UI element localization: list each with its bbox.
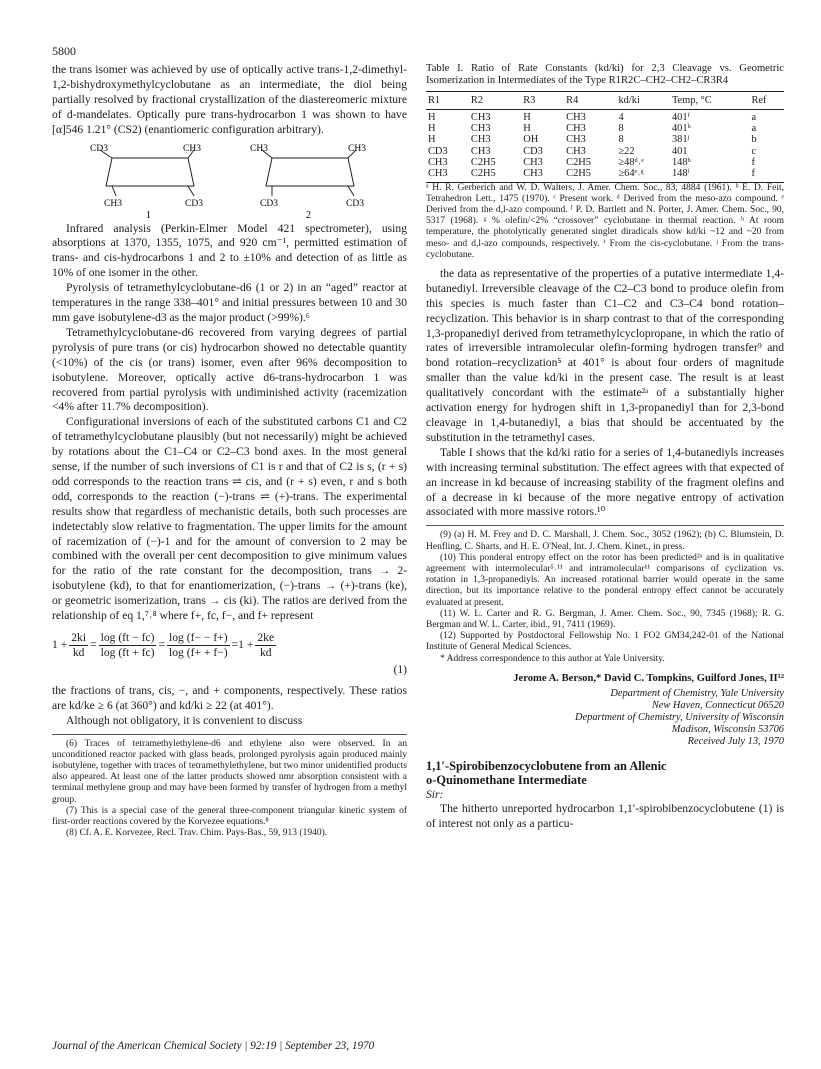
table-row [426,112,784,123]
table-cell: 401ᶠ [671,111,690,123]
eq-term: 1 + [238,638,254,652]
table-row [426,134,784,145]
table-cell: b [751,134,757,146]
page-number: 5800 [52,44,76,58]
eq-fraction: $\frac{\log (f- - f+)}{\log (f+ + f-)}$ [169,631,228,659]
table-cell: f [751,156,755,168]
table-cell: 381ʲ [671,134,690,146]
table-cell: c [751,145,757,157]
table-cell: a [751,123,757,135]
table-cell: H [428,111,436,123]
table-cell: H [428,123,436,135]
article-title: 1,1′-Spirobibenzocyclobutene from an Allenic o-Quinomethane Intermediate [426,758,667,788]
eq-sign: = [231,638,239,652]
footnote: * Address correspondence to this author at Yale University. [440,653,665,664]
table-cell: CH3 [523,156,543,168]
table-cell: CH3 [470,123,491,135]
table-cell: CH3 [566,134,586,146]
footnote: (7) This is a special case of the general three-component triangular kinetic system of first-order reactions covered by the Korvezee equations.⁸ [52,805,407,828]
table-header-row [426,94,784,109]
table-header: Temp, °C [671,94,712,106]
table-cell: 148ʰ [671,156,691,168]
table-cell: C2H5 [566,156,591,168]
eq-fraction: $\frac{2ke}{kd}$ [257,631,275,659]
struct2-br: CD3 [345,198,364,209]
footnote: (9) (a) H. M. Frey and D. C. Marshall, J. Chem. Soc., 3052 (1962); (b) C. Blumstein, D. Henfling, C. Sharts, and H. E. O'Neal, Int. J. Chem. Kinet., in press. [426,530,784,552]
table-cell: CD3 [428,145,448,157]
received-date: Received July 13, 1970 [687,736,784,748]
footnote: (12) Supported by Postdoctoral Fellowship No. 1 FO2 GM34,242-01 of the National Institute of General Medical Sciences. [426,631,784,653]
struct1-tl: CD3 [89,143,108,154]
struct2-label: 2 [305,209,311,221]
paragraph: Pyrolysis of tetramethylcyclobutane-d6 (1 or 2) in an “aged” reactor at temperatures in the range 338–401° and initial pressures between 10 and 30 mm gave isobutylene-d3 as the major product (>99%).⁶ [52,281,407,324]
table-cell: 4 [618,111,624,123]
right-column [426,63,784,832]
table-cell: H [523,123,531,135]
footnote-divider [52,734,407,735]
struct1-bl: CH3 [103,198,122,209]
paragraph: the trans isomer was achieved by use of optically active trans-1,2-dimethyl-1,2-bishydroxymethylcyclobutane as an intermediate, the diol being partially resolved by fractional crystallization of the diastereomeric mixture of d-mandelates. Optically pure trans-hydrocarbon 1 was shown to have [α]546 1.21° (CS2) (enantiomeric configuration arbitrary). [52,63,407,136]
table-cell: ≥64ᵉ˒ᵍ [618,168,644,180]
table-cell: 8 [618,134,624,146]
eq-sign: = [158,638,166,652]
paragraph: Configurational inversions of each of the substituted carbons C1 and C2 of tetramethylcyclobutane plausibly (but not necessarily) might be achieved by rotations about the C1–C4 or C2–C3 bond axes. In the most general sense, if the number of such inversions of C1 is r and that of C2 is s, (r + s) odd corresponds to the reaction trans ⇌ cis, and (r + s) even, r and s both odd, corresponds to the reaction (−)-trans ⇌ (+)-trans. The experimental results show that regardless of mechanistic details, both such processes are indetectably slow relative to fragmentation. The upper limits for the amount of racemization of (−)-1 and for the amount of conversion to 2 may be combined with the overall per cent decomposition to give minimum values for the ratio of the rate constant for the decomposition, trans → 2-isobutylene (kd), to that for enantiomerization, (−)-trans → (+)-trans (ke), or geometric isomerization, trans → cis (ki). The ratios are derived from the relationship of eq 1,⁷˒⁸ where f+, fc, f−, and f+ represent [52,415,407,623]
struct2-tr: CH3 [347,143,366,154]
struct1-br: CD3 [184,198,203,209]
journal-footer: Journal of the American Chemical Society | 92:19 | September 23, 1970 [52,1040,375,1052]
table-cell: 401 [671,145,688,157]
footnote: (10) This ponderal entropy effect on the rotor has been predicted²ᵃ and is in qualitative agreement with intermolecular⁵˒¹¹ and intramolecular¹¹ comparisons of cyclization vs. rotation in 1,3-propanediyls. An increased rotational barrier would operate in the same direction, but its importance relative to the ponderal entropy effect cannot be accurately evaluated at present. [426,552,784,608]
eq-sign: = [90,638,97,652]
table-cell: ≥22 [618,145,635,157]
table-cell: CH3 [470,145,491,157]
structure-1 [89,143,210,221]
affiliation: Department of Chemistry, University of Wisconsin [575,712,784,724]
struct2-bl: CD3 [259,198,278,209]
table-cell: a [751,111,757,123]
affiliation: New Haven, Connecticut 06520 [651,699,784,711]
table-cell: CH3 [470,111,491,123]
table-cell: CH3 [523,168,543,180]
table-cell: CH3 [470,134,491,146]
paragraph: Tetramethylcyclobutane-d6 recovered from varying degrees of partial pyrolysis of pure trans (or cis) hydrocarbon showed no detectable quantity (<10%) of the cis (or trans) isomer, even after 96% decomposition to isobutylene. Moreover, optically active d6-trans-hydrocarbon 1 was recovered from partial pyrolysis with undiminished activity (racemization <4% after 11.7% decomposition). [52,325,407,414]
eq-fraction: $\frac{2ki}{kd}$ [71,631,87,659]
table-header: R4 [566,94,579,106]
table-cell: CH3 [428,168,448,180]
table-cell: C2H5 [470,168,496,180]
table-row [426,123,784,134]
paragraph: the data as representative of the properties of a putative intermediate 1,4-butanediyl. Irreversible cleavage of the C2–C3 bond to produce olefin from this species is much faster than C1–C2 and C3–C4 bond rotation–recyclization. This behavior is in sharp contrast to that of the corresponding 1,3-propanediyl derived from tetramethylcyclopropane, in which the ratio of rates of irreversible intramolecular olefin-forming hydrogen transfer⁹ and bond rotation–recyclization⁵ at 401° is about four orders of magnitude smaller than the value kd/ki in the present case. The result is at least qualitatively concordant with the estimate²ᵃ of a substantially higher activation energy for hydrogen shift in 1,3-propanediyl than for 2,3-bond cleavage in 1,4-butanediyl, a bias that should be accentuated by the substitution in the tetramethyl cases. [426,266,784,444]
struct2-tl: CH3 [249,143,268,154]
table-cell: ≥48ᵈ˒ᵉ [618,156,644,168]
table-row [426,168,784,179]
struct1-label: 1 [145,209,151,221]
data-table [426,91,784,180]
affiliation: Madison, Wisconsin 53706 [671,724,784,736]
footnote: (11) W. L. Carter and R. G. Bergman, J. Amer. Chem. Soc., 90, 7345 (1968); R. G. Bergman and W. L. Carter, ibid., 91, 7411 (1969). [426,608,784,630]
table-cell: C2H5 [566,168,591,180]
table-cell: H [428,134,436,146]
table-cell: OH [523,134,539,146]
table-cell: CH3 [566,111,586,123]
table-cell: CH3 [428,156,448,168]
chemical-structures [52,143,407,221]
footnote: (6) Traces of tetramethylethylene-d6 and ethylene also were observed. In an unconditioned reactor packed with glass beads, prolonged pyrolysis again produced mainly isobutylene, together with traces of tetramethylethylene, but two minor unidentified products also appeared. At least one of the latter products showed nmr absorption consistent with a terminal methylene group and may have been formed by transfer of hydrogen from a methyl group. [52,738,407,805]
table-row [426,146,784,157]
table-cell: CH3 [566,145,586,157]
eq-term: 1 + [52,638,68,652]
table-header: Ref [751,94,767,106]
table-cell: 401ʰ [671,123,691,135]
struct1-tr: CH3 [182,143,201,154]
paragraph: Although not obligatory, it is convenient to discuss [66,713,303,727]
left-column [52,63,407,839]
paragraph: the fractions of trans, cis, −, and + components, respectively. These ratios are kd/ke ≥ 6 (at 360°) and kd/ki ≥ 22 (at 401°). [52,683,407,712]
table-title: Table I. Ratio of Rate Constants (kd/ki) for 2,3 Cleavage vs. Geometric Isomerization in Intermediates of the Type R1R2C–CH2–CH2–CR3R4 [426,63,784,87]
footnote: (8) Cf. A. E. Korvezee, Recl. Trav. Chim. Pays-Bas., 59, 913 (1940). [66,828,328,839]
table-header: R2 [470,94,484,106]
paragraph: The hitherto unreported hydrocarbon 1,1′-spirobibenzocyclobutene (1) is of interest not only as a particu- [426,802,784,831]
footnote-divider [426,525,784,526]
table-cell: CH3 [566,123,586,135]
affiliation: Department of Chemistry, Yale University [610,687,784,699]
table-row [426,157,784,168]
table-notes: ᵃ H. R. Gerberich and W. D. Walters, J. Amer. Chem. Soc., 83, 4884 (1961). ᵇ E. D. Feit, Tetrahedron Lett., 1475 (1970). ᶜ Present work. ᵈ Derived from the meso-azo compound. ᵉ Derived from the d,l-azo compound. ᶠ P. D. Bartlett and N. Porter, J. Amer. Chem. Soc., 90, 5317 (1968). ᵍ % olefin/<2% “crossover” cyclobutane in thermal reaction. ʰ At room temperature, the photolytically generated singlet diradicals show kd/ki ~12 and ~20 from meso- and d,l-azo compounds, respectively. ⁱ From the cis-cyclobutane. ʲ From the trans-cyclobutane. [426,182,784,260]
paragraph: Table I shows that the kd/ki ratio for a series of 1,4-butanediyls increases with increasing terminal substitution. The effect agrees with that expected of an increase in kd because of increasing stability of the fragment olefins and of a decrease in ki because of the more negative entropy of activation associated with more massive rotors.¹⁰ [426,445,784,519]
table-header: kd/ki [618,94,640,106]
table-cell: 148ⁱ [671,168,690,180]
salutation: Sir: [426,787,444,801]
table-header: R1 [428,94,441,106]
eq-fraction: $\frac{\log (ft - fc)}{\log (ft + fc)}$ [100,631,155,659]
table-cell: C2H5 [470,156,496,168]
paragraph: Infrared analysis (Perkin-Elmer Model 421 spectrometer), using absorptions at 1370, 1355, 1075, and 920 cm⁻¹, permitted estimation of trans- and cis-hydrocarbons 1 and 2 to ±10% and detection of as little as 10% of one isomer in the other. [52,221,407,280]
table-cell: f [751,168,755,180]
table-cell: 8 [618,123,624,135]
table-header: R3 [523,94,536,106]
structure-2 [249,143,370,221]
equation-number: (1) [393,663,407,676]
author-list: Jerome A. Berson,* David C. Tompkins, Guilford Jones, II¹² [513,672,784,684]
table-cell: H [523,111,531,123]
table-cell: CD3 [523,145,543,157]
equation-1 [52,631,407,660]
